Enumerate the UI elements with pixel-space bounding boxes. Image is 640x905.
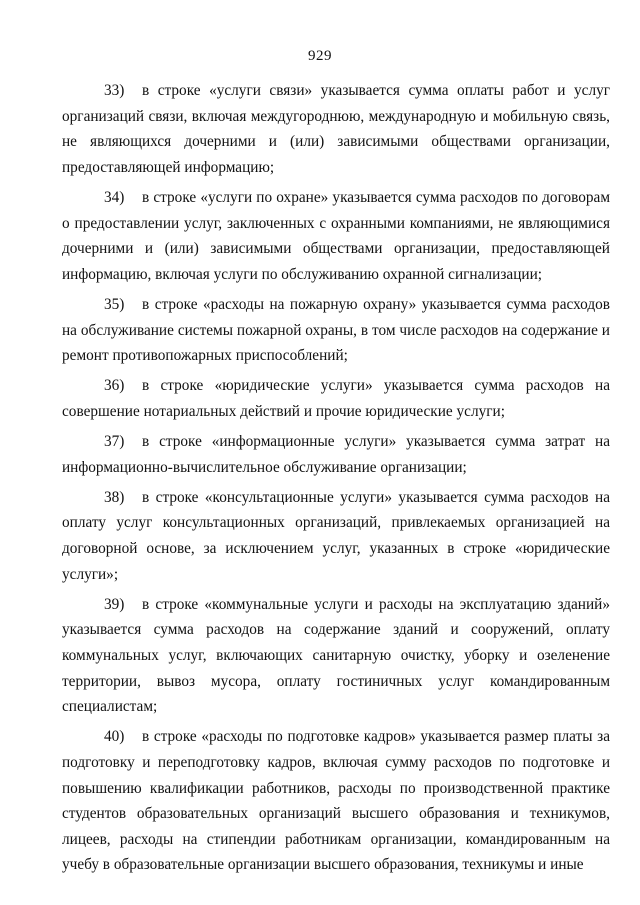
paragraph-33 [62,78,610,180]
paragraph-text: в строке «расходы по подготовке кадров» указывается размер платы за подготовку и переподготовку кадров, включая сумму расходов по подготовке и повышению квалификации работников, расходы по производственной практике студентов образовательных организаций высшего образования и техникумов, лицеев, расходы на стипендии работникам организации, командированным на учебу в образовательные организации высшего образования, техникумы и иные [62,728,610,874]
paragraph-text: в строке «услуги по охране» указывается сумма расходов по договорам о предоставлении услуг, заключенных с охранными компаниями, не являющимися дочерними и (или) зависимыми обществами организации, предоставляющей информацию, включая услуги по обслуживанию охранной сигнализации; [62,188,610,283]
paragraph-text: в строке «юридические услуги» указывается сумма расходов на совершение нотариальных действий и прочие юридические услуги; [62,377,610,420]
paragraph-36 [62,373,610,424]
item-number: 39) [104,595,125,613]
item-number: 36) [104,377,125,395]
page-number: 929 [308,48,332,64]
item-number: 37) [104,433,125,451]
paragraph-text: в строке «информационные услуги» указывается сумма затрат на информационно-вычислительное обслуживание организации; [62,433,610,476]
paragraph-text: в строке «услуги связи» указывается сумма оплаты работ и услуг организаций связи, включая междугороднюю, международную и мобильную связь, не являющихся дочерними и (или) зависимыми обществами организации, предоставляющей информацию; [62,82,610,176]
paragraph-37 [62,429,610,480]
paragraph-text: в строке «коммунальные услуги и расходы на эксплуатацию зданий» указывается сумма расходов на содержание зданий и сооружений, оплату коммунальных услуг, включающих санитарную очистку, уборку и озеленение территории, вывоз мусора, оплату гостиничных услуг командированным специалистам; [62,595,610,716]
paragraph-40 [62,724,610,878]
paragraph-text: в строке «консультационные услуги» указывается сумма расходов на оплату услуг консультационных организаций, привлекаемых организацией на договорной основе, за исключением услуг, указанных в строке «юридические услуги»; [62,488,610,583]
paragraph-text: в строке «расходы на пожарную охрану» указывается сумма расходов на обслуживание системы пожарной охраны, в том числе расходов на содержание и ремонт противопожарных приспособлений; [62,295,610,365]
item-number: 34) [104,188,125,206]
item-number: 33) [104,82,125,99]
paragraph-35 [62,292,610,369]
paragraph-34 [62,185,610,287]
item-number: 35) [104,295,125,313]
document-body [62,78,610,883]
item-number: 40) [104,728,125,746]
paragraph-38 [62,485,610,587]
item-number: 38) [104,488,125,506]
paragraph-39 [62,592,610,720]
